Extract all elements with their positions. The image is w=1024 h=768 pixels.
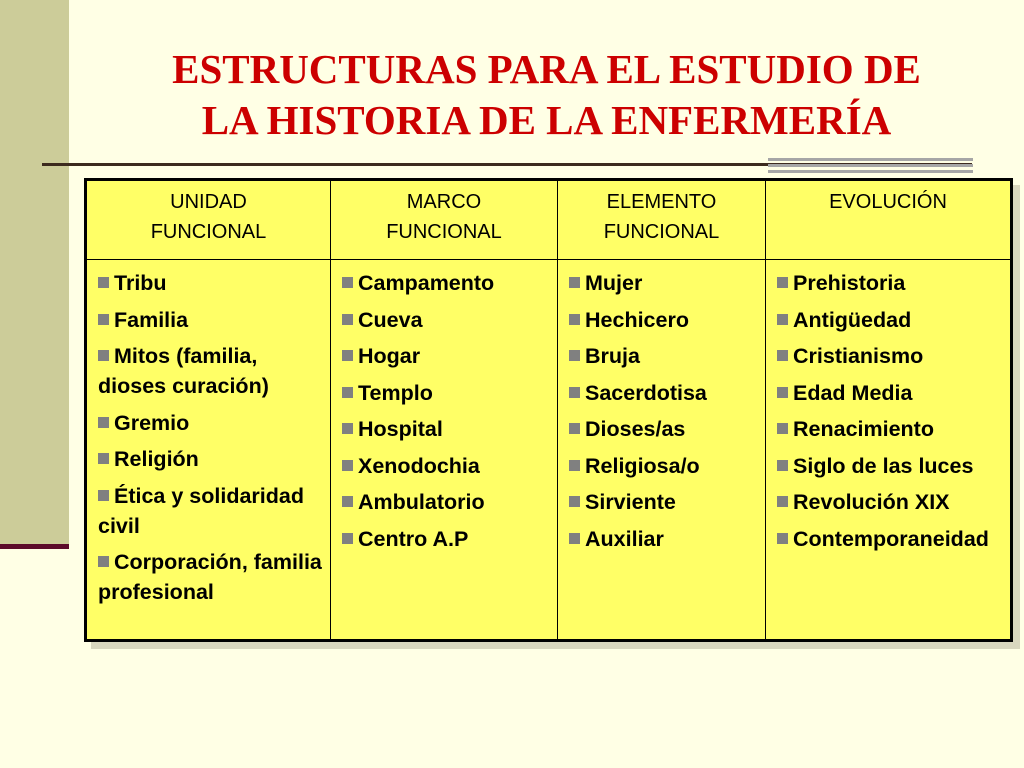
square-bullet-icon [777,350,788,361]
list-item [777,341,1006,371]
square-bullet-icon [98,490,109,501]
column-elemento-funcional [558,260,766,641]
list-item-text: Corporación, familia profesional [98,550,322,604]
header-text: MARCO [406,191,482,213]
header-evolucion [766,180,1012,260]
list-item [98,547,326,607]
header-text: EVOLUCIÓN [829,191,947,213]
square-bullet-icon [569,460,580,471]
square-bullet-icon [342,314,353,325]
list-item [569,341,761,371]
slide-title [69,44,1024,146]
square-bullet-icon [342,460,353,471]
list-item [342,341,553,371]
list-item [98,444,326,474]
list-item-text: Revolución XIX [793,490,950,514]
list-item-text: Hospital [358,417,443,441]
list-item [342,305,553,335]
left-accent-rule [0,544,69,549]
list-item-text: Auxiliar [585,526,664,551]
list-item-text: Sirviente [585,490,676,514]
square-bullet-icon [98,453,109,464]
list-item [342,268,553,298]
square-bullet-icon [569,533,580,544]
list-item [98,268,326,298]
square-bullet-icon [98,314,109,325]
square-bullet-icon [98,277,109,288]
list-item [777,524,1006,554]
square-bullet-icon [98,350,109,361]
list-item [569,268,761,298]
list-item [569,487,761,517]
square-bullet-icon [569,350,580,361]
list-item [777,487,1006,517]
header-text: FUNCIONAL [150,221,267,243]
list-item-text: Mujer [585,271,643,295]
square-bullet-icon [569,314,580,325]
list-item [342,524,553,554]
square-bullet-icon [777,496,788,507]
column-evolucion [766,260,1012,641]
square-bullet-icon [569,387,580,398]
list-item [777,451,1006,481]
table-header-row [86,180,1012,260]
header-unidad-funcional [86,180,331,260]
square-bullet-icon [777,533,788,544]
list-item-text: Religiosa/o [585,453,700,478]
header-text: FUNCIONAL [386,221,502,243]
list-item-text: Hechicero [585,307,689,332]
list-item [777,378,1006,408]
list-item-text: Dioses/as [585,417,686,441]
list-item [98,341,326,401]
square-bullet-icon [777,314,788,325]
square-bullet-icon [98,556,109,567]
list-item-text: Prehistoria [793,271,906,295]
list-item [569,305,761,335]
list-item-text: Gremio [114,410,190,435]
square-bullet-icon [777,387,788,398]
square-bullet-icon [777,423,788,434]
square-bullet-icon [569,496,580,507]
square-bullet-icon [342,423,353,434]
square-bullet-icon [342,277,353,288]
square-bullet-icon [342,533,353,544]
square-bullet-icon [777,277,788,288]
column-unidad-funcional [86,260,331,641]
list-item [569,451,761,481]
list-item [98,305,326,335]
square-bullet-icon [569,277,580,288]
list-item-text: Renacimiento [793,417,934,441]
list-item [777,305,1006,335]
slide-title-line-2: LA HISTORIA DE LA ENFERMERÍA [201,97,892,143]
list-item-text: Tribu [114,271,167,295]
list-item [569,414,761,444]
list-item-text: Cristianismo [793,344,924,368]
list-item-text: Edad Media [793,380,913,405]
list-item [342,414,553,444]
list-item-text: Contemporaneidad [793,526,989,551]
list-item [342,378,553,408]
list-item-text: Antigüedad [793,307,912,332]
list-item-text: Religión [114,447,199,471]
list-item-text: Mitos (familia, dioses curación) [98,344,269,398]
list-item [569,378,761,408]
square-bullet-icon [569,423,580,434]
header-text: ELEMENTO [606,191,717,213]
list-item [777,414,1006,444]
list-item-text: Familia [114,307,189,332]
list-item-text: Templo [358,380,433,405]
square-bullet-icon [777,460,788,471]
square-bullet-icon [342,350,353,361]
list-item [98,481,326,541]
list-item-text: Sacerdotisa [585,380,707,405]
list-item [569,524,761,554]
list-item-text: Siglo de las luces [793,453,974,478]
square-bullet-icon [98,417,109,428]
list-item-text: Centro A.P [358,526,469,551]
header-text: UNIDAD [170,191,247,213]
list-item-text: Cueva [358,307,423,332]
list-item-text: Ambulatorio [358,490,485,514]
header-text: FUNCIONAL [603,221,720,243]
list-item [342,487,553,517]
list-item-text: Xenodochia [358,453,480,478]
list-item [98,408,326,438]
left-decorative-band [0,0,69,548]
square-bullet-icon [342,496,353,507]
striped-decorative-bar [768,158,973,176]
list-item [342,451,553,481]
slide-title-line-1: ESTRUCTURAS PARA EL ESTUDIO DE [172,46,921,92]
list-item-text: Campamento [358,271,495,295]
list-item-text: Bruja [585,344,640,368]
header-marco-funcional [331,180,558,260]
list-item-text: Ética y solidaridad civil [98,483,304,538]
list-item-text: Hogar [358,344,421,368]
column-marco-funcional [331,260,558,641]
structures-table [84,178,1013,642]
table-row [86,260,1012,641]
list-item [777,268,1006,298]
square-bullet-icon [342,387,353,398]
header-elemento-funcional [558,180,766,260]
